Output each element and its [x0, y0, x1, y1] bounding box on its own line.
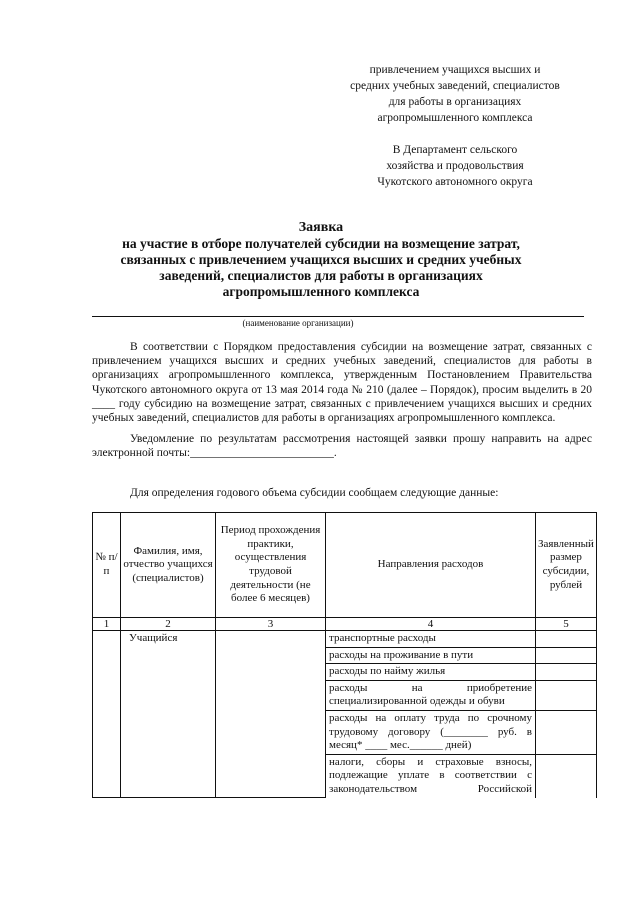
amount-cell[interactable] [536, 647, 597, 664]
column-header: Фамилия, имя, отчество учащихся (специалистов) [121, 513, 216, 618]
amount-cell[interactable] [536, 631, 597, 648]
column-number: 1 [93, 618, 121, 631]
expense-cell: расходы на оплату труда по срочному трудовому договору (________ руб. в месяц* ____ мес.______ дней) [326, 710, 536, 754]
student-name-cell: Учащийся [121, 631, 216, 798]
amount-cell[interactable] [536, 710, 597, 754]
paragraph-text: Уведомление по результатам рассмотрения настоящей заявки прошу направить на адрес электронной почты:_________________________. [92, 433, 592, 460]
column-header: № п/п [93, 513, 121, 618]
column-number: 5 [536, 618, 597, 631]
title-line: заведений, специалистов для работы в организациях [159, 268, 483, 283]
title-heading: Заявка [298, 220, 344, 235]
expense-cell: налоги, сборы и страховые взносы, подлежащие уплате в соответствии с законодательством Российской [326, 754, 536, 797]
paragraph-text: В соответствии с Порядком предоставления субсидии на возмещение затрат, связанных с привлечением учащихся высших и средних учебных заведений, специалистов для работы в организациях агропромышленного комплекса, утвержденным Постановлением Правительства Чукотского автономного округа от 13 мая 2014 года № 210 (далее – Порядок), просим выделить в 20 ____ году субсидию на возмещение затрат, связанных с привлечением учащихся высших и средних учебных заведений, специалистов для работы в организациях агропромышленного комплекса. [92, 341, 592, 425]
row-number-cell[interactable] [93, 631, 121, 798]
table-header-row [93, 513, 597, 618]
amount-cell[interactable] [536, 754, 597, 797]
column-number: 4 [326, 618, 536, 631]
expense-cell: расходы на проживание в пути [326, 647, 536, 664]
column-number: 3 [216, 618, 326, 631]
column-header: Период прохождения практики, осуществления трудовой деятельности (не более 6 месяцев) [216, 513, 326, 618]
expense-cell: транспортные расходы [326, 631, 536, 648]
body-paragraph [92, 486, 592, 500]
column-number-row [93, 618, 597, 631]
addressee-line: привлечением учащихся высших и [369, 64, 541, 76]
addressee-line: Чукотского автономного округа [377, 176, 533, 188]
table-row [93, 631, 597, 648]
title-line: агропромышленного комплекса [222, 284, 420, 299]
column-header: Направления расходов [326, 513, 536, 618]
period-cell[interactable] [216, 631, 326, 798]
organization-caption: (наименование организации) [242, 318, 354, 328]
title-line: связанных с привлечением учащихся высших и средних учебных [120, 252, 522, 267]
column-header: Заявленный размер субсидии, рублей [536, 513, 597, 618]
subsidy-table [92, 512, 597, 798]
expense-cell: расходы на приобретение специализированной одежды и обуви [326, 680, 536, 710]
body-paragraph [92, 340, 592, 425]
addressee-line: для работы в организациях [388, 96, 522, 108]
addressee-line: В Департамент сельского [392, 144, 518, 156]
expense-cell: расходы по найму жилья [326, 664, 536, 681]
document-title [90, 220, 552, 300]
body-paragraph [92, 432, 592, 460]
amount-cell[interactable] [536, 680, 597, 710]
addressee-line: агропромышленного комплекса [377, 112, 533, 124]
addressee-line: средних учебных заведений, специалистов [350, 80, 560, 92]
organization-name-field[interactable] [92, 316, 584, 317]
paragraph-text: Для определения годового объема субсидии сообщаем следующие данные: [130, 487, 499, 499]
column-number: 2 [121, 618, 216, 631]
addressee-line: хозяйства и продовольствия [386, 160, 524, 172]
amount-cell[interactable] [536, 664, 597, 681]
title-line: на участие в отборе получателей субсидии на возмещение затрат, [122, 236, 520, 251]
addressee-block [330, 62, 580, 190]
